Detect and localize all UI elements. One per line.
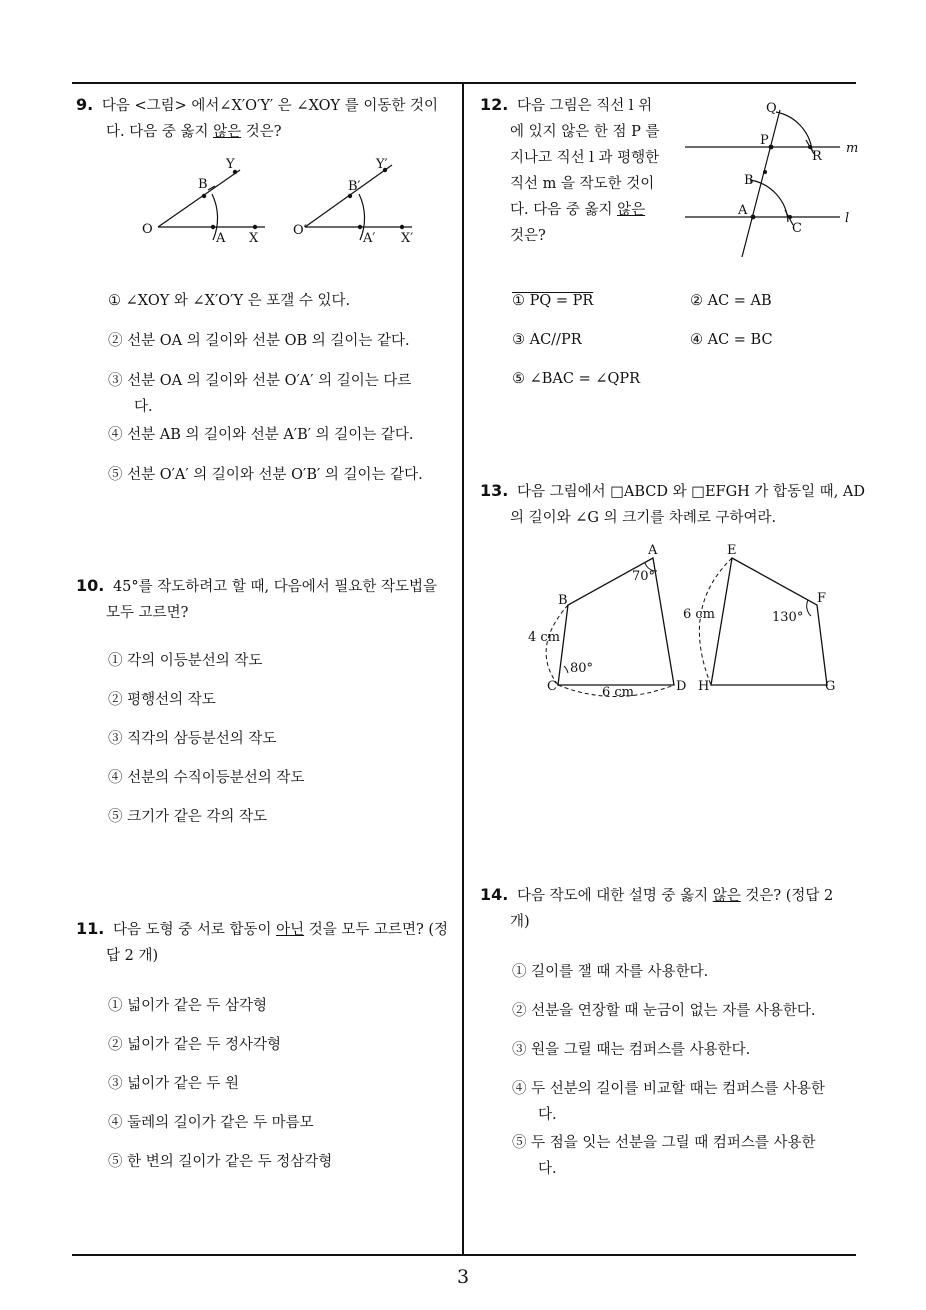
label-A: A xyxy=(648,543,658,558)
question-text-line2: 모두 고르면? xyxy=(106,605,189,621)
text-line: 직선 m 을 작도한 것이 xyxy=(510,176,655,192)
q10-option-3[interactable]: ③ 직각의 삼등분선의 작도 xyxy=(108,731,277,747)
top-rule xyxy=(72,82,856,84)
figure-parallel-construction xyxy=(680,92,870,262)
text-line xyxy=(480,197,680,223)
text-part: 다. 다음 중 옳지 xyxy=(510,202,618,218)
column-divider xyxy=(462,83,464,1255)
length-CD-label: 6 cm xyxy=(602,685,635,700)
label-G: G xyxy=(825,679,836,694)
question-number: 13. xyxy=(480,481,509,500)
q9-option-2[interactable]: ② 선분 OA 의 길이와 선분 OB 의 길이는 같다. xyxy=(108,333,410,349)
bottom-rule xyxy=(72,1254,856,1256)
q9-option-3[interactable]: ③ 선분 OA 의 길이와 선분 O′A′ 의 길이는 다르 xyxy=(108,373,412,389)
question-10 xyxy=(76,573,456,626)
label-H: H xyxy=(698,679,710,694)
label-Q: Q xyxy=(766,101,777,116)
text-line: 지나고 직선 l 과 평행한 xyxy=(510,150,660,166)
question-13 xyxy=(480,478,870,531)
q14-option-5[interactable]: ⑤ 두 점을 잇는 선분을 그릴 때 컴퍼스를 사용한 xyxy=(512,1135,816,1151)
option-text: ② AC = AB xyxy=(690,293,772,309)
question-number: 11. xyxy=(76,919,105,938)
label-B: B xyxy=(558,593,568,608)
q11-option-3[interactable]: ③ 넓이가 같은 두 원 xyxy=(108,1076,239,1092)
q10-option-2[interactable]: ② 평행선의 작도 xyxy=(108,692,216,708)
question-text: 다음 <그림> 에서∠X′O′Y′ 은 ∠XOY 를 이동한 것이 xyxy=(101,98,438,114)
label-B: B xyxy=(198,177,208,192)
q14-option-5-cont: 다. xyxy=(538,1161,557,1177)
text-line: 것은? xyxy=(510,228,546,244)
q14-option-2[interactable]: ② 선분을 연장할 때 눈금이 없는 자를 사용한다. xyxy=(512,1003,816,1019)
label-A: A xyxy=(738,203,748,218)
q12-option-3[interactable] xyxy=(512,327,582,353)
angle-F-label: 130° xyxy=(772,610,804,625)
q11-option-4[interactable]: ④ 둘레의 길이가 같은 두 마름모 xyxy=(108,1115,314,1131)
label-B: B xyxy=(744,173,754,188)
label-X-prime: X′ xyxy=(401,231,414,246)
underlined-word: 않은 xyxy=(712,888,741,904)
angle-C-label: 80° xyxy=(570,661,594,676)
q9-option-5[interactable]: ⑤ 선분 O′A′ 의 길이와 선분 O′B′ 의 길이는 같다. xyxy=(108,467,423,483)
label-E: E xyxy=(727,543,737,558)
label-A: A xyxy=(216,231,226,246)
option-text: ① PQ = PR xyxy=(512,293,594,309)
label-Y-prime: Y′ xyxy=(376,157,388,172)
question-12 xyxy=(480,92,680,249)
q14-option-1[interactable]: ① 길이를 잴 때 자를 사용한다. xyxy=(512,964,709,980)
q14-option-4[interactable]: ④ 두 선분의 길이를 비교할 때는 컴퍼스를 사용한 xyxy=(512,1081,825,1097)
underlined-word: 않은 xyxy=(213,124,242,140)
question-number: 9. xyxy=(76,95,94,114)
question-14 xyxy=(480,882,870,935)
length-EH-label: 6 cm xyxy=(683,607,716,622)
text-part: 것은? (정답 2 xyxy=(740,888,834,904)
q9-option-4[interactable]: ④ 선분 AB 의 길이와 선분 A′B′ 의 길이는 같다. xyxy=(108,427,414,443)
underlined-word: 않은 xyxy=(617,202,646,218)
label-B-prime: B′ xyxy=(348,179,361,194)
q10-option-4[interactable]: ④ 선분의 수직이등분선의 작도 xyxy=(108,770,305,786)
question-text-line2: 개) xyxy=(510,914,530,930)
label-D: D xyxy=(676,679,687,694)
option-text: ③ AC//PR xyxy=(512,332,582,348)
underlined-word: 아닌 xyxy=(276,922,305,938)
q11-option-2[interactable]: ② 넓이가 같은 두 정사각형 xyxy=(108,1037,282,1053)
q10-option-1[interactable]: ① 각의 이등분선의 작도 xyxy=(108,653,263,669)
page-number: 3 xyxy=(456,1266,470,1288)
q14-option-4-cont: 다. xyxy=(538,1107,557,1123)
text-part: 다. 다음 중 옳지 xyxy=(106,124,214,140)
label-C: C xyxy=(792,221,802,236)
label-l: l xyxy=(845,211,850,226)
label-C: C xyxy=(547,679,557,694)
question-number: 12. xyxy=(480,95,509,114)
label-F: F xyxy=(817,591,827,606)
label-Y: Y xyxy=(226,157,235,172)
label-O-prime: O′ xyxy=(293,223,307,238)
question-text: 45°를 작도하려고 할 때, 다음에서 필요한 작도법을 xyxy=(112,579,438,595)
figure-congruent-quadrilaterals xyxy=(520,538,850,706)
length-BC-label: 4 cm xyxy=(528,630,561,645)
label-m: m xyxy=(846,141,859,156)
q12-option-5[interactable]: ⑤ ∠BAC = ∠QPR xyxy=(512,371,641,387)
q12-option-4[interactable] xyxy=(690,327,773,353)
label-O: O xyxy=(142,222,153,237)
q9-option-1[interactable]: ① ∠XOY 와 ∠X′O′Y 은 포갤 수 있다. xyxy=(108,293,351,309)
question-text-line2 xyxy=(76,119,456,145)
text-line: 에 있지 않은 한 점 P 를 xyxy=(510,124,660,140)
label-R: R xyxy=(812,149,822,164)
text-line: 다음 그림은 직선 l 위 xyxy=(516,98,653,114)
question-text-line2: 의 길이와 ∠G 의 크기를 차례로 구하여라. xyxy=(510,510,777,526)
angle-A-label: 70° xyxy=(632,569,656,584)
q14-option-3[interactable]: ③ 원을 그릴 때는 컴퍼스를 사용한다. xyxy=(512,1042,751,1058)
q12-option-2[interactable] xyxy=(690,288,772,314)
q9-option-3-cont: 다. xyxy=(134,399,153,415)
q11-option-5[interactable]: ⑤ 한 변의 길이가 같은 두 정삼각형 xyxy=(108,1154,333,1170)
question-9 xyxy=(76,92,456,145)
q11-option-1[interactable]: ① 넓이가 같은 두 삼각형 xyxy=(108,998,267,1014)
text-part: 다음 도형 중 서로 합동이 xyxy=(112,922,277,938)
question-11 xyxy=(76,916,456,969)
label-P: P xyxy=(760,133,769,148)
question-text-line2: 답 2 개) xyxy=(106,948,159,964)
question-text: 다음 그림에서 □ABCD 와 □EFGH 가 합동일 때, AD xyxy=(516,484,866,500)
label-X: X xyxy=(249,231,259,246)
text-part: 다음 작도에 대한 설명 중 옳지 xyxy=(516,888,713,904)
label-A-prime: A′ xyxy=(363,231,376,246)
question-number: 10. xyxy=(76,576,105,595)
question-number: 14. xyxy=(480,885,509,904)
text-part: 것을 모두 고르면? (정 xyxy=(304,922,449,938)
option-text: ④ AC = BC xyxy=(690,332,773,348)
q12-option-1[interactable] xyxy=(512,288,593,314)
figure-angle-copy xyxy=(140,150,430,250)
text-part: 것은? xyxy=(241,124,282,140)
q10-option-5[interactable]: ⑤ 크기가 같은 각의 작도 xyxy=(108,809,267,825)
